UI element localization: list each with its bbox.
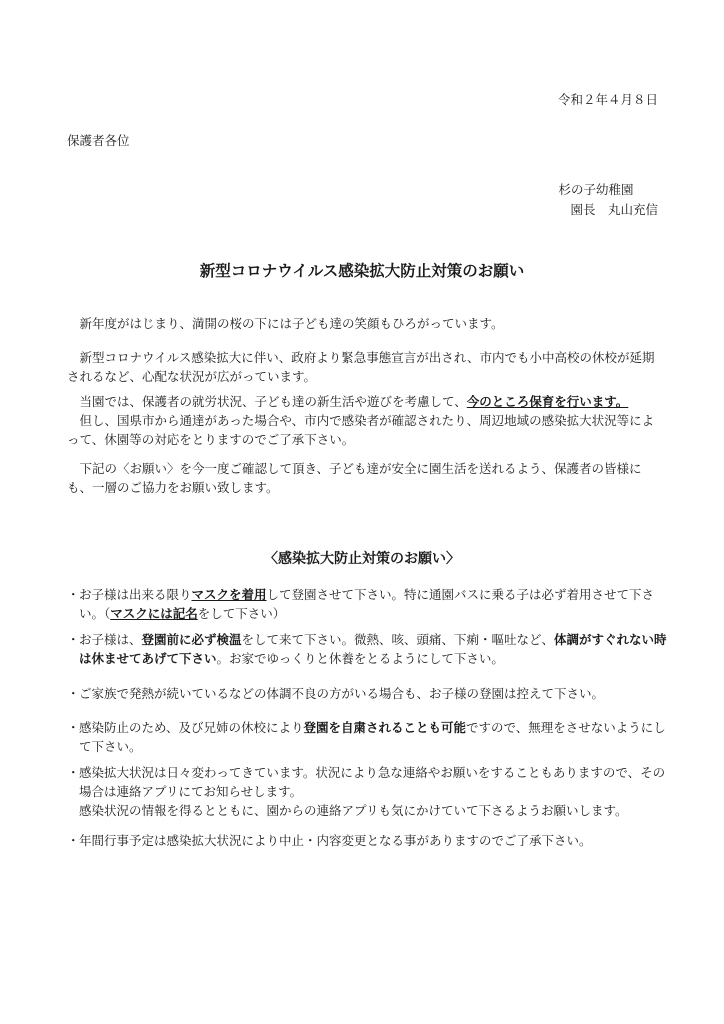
policy-highlight: 今のところ保育を行います。	[466, 394, 629, 409]
addressee: 保護者各位	[67, 133, 130, 148]
list-item	[67, 831, 671, 850]
list-item	[67, 684, 671, 703]
item-text: をして下さい）	[197, 606, 286, 621]
item-text: 感染状況の情報を得るとともに、園からの連絡アプリも気にかけていて下さるようお願いします。	[79, 803, 628, 818]
item-text: お子様は出来る限り	[79, 587, 192, 602]
item-emphasis: 体調がすぐれない時は休ませてあげて下さい	[79, 632, 667, 666]
item-emphasis: マスクを着用	[191, 587, 267, 602]
request-list-title: 〈感染拡大防止対策のお願い〉	[264, 551, 460, 567]
policy-exception: 但し、国県市から通達があった場合や、市内で感染者が確認されたり、周辺地域の感染拡大状況等によって、休園等の対応をとりますのでご了承下さい。	[67, 413, 655, 447]
bullet-mark: ・	[67, 765, 80, 780]
item-emphasis: 登園を自粛されることも可能	[303, 720, 467, 735]
item-text: ですので、無理をさせないようにして下さい。	[79, 720, 666, 754]
item-text: をして来て下さい。微熱、咳、頭痛、下痢・嘔吐など、	[241, 632, 555, 647]
issue-date: 令和２年４月８日	[557, 92, 658, 107]
item-text: 。お家でゆっくりと休養をとるようにして下さい。	[216, 651, 504, 666]
item-emphasis: マスクには記名	[110, 606, 198, 621]
item-text: ご家族で発熱が続いているなどの体調不良の方がいる場合も、お子様の登園は控えて下さい。	[79, 686, 605, 701]
bullet-mark: ・	[67, 720, 80, 735]
paragraph-policy	[67, 392, 659, 449]
list-item	[67, 630, 671, 668]
sender-principal: 園長 丸山充信	[570, 202, 658, 217]
sender-organization: 杉の子幼稚園	[558, 182, 634, 197]
sender-block	[558, 180, 658, 220]
paragraph-situation: 新型コロナウイルス感染拡大に伴い、政府より緊急事態宣言が出され、市内でも小中高校の休校が延期されるなど、心配な状況が広がっています。	[67, 350, 655, 384]
item-emphasis: 登園前に必ず検温	[141, 632, 242, 647]
bullet-mark: ・	[67, 632, 80, 647]
bullet-mark: ・	[67, 686, 80, 701]
document-title: 新型コロナウイルス感染拡大防止対策のお願い	[199, 262, 525, 280]
bullet-mark: ・	[67, 587, 80, 602]
policy-text: 当園では、保護者の就労状況、子ども達の新生活や遊びを考慮して、	[79, 394, 467, 409]
item-text: 感染防止のため、及び兄姉の休校により	[79, 720, 304, 735]
list-item	[67, 763, 671, 820]
item-text: 感染拡大状況は日々変わってきています。状況により急な連絡やお願いをすることもありますので、その場合は連絡アプリにてお知らせします。	[79, 765, 666, 799]
bullet-mark: ・	[67, 833, 80, 848]
list-item	[67, 585, 671, 623]
paragraph-request: 下記の〈お願い〉を今一度ご確認して頂き、子ども達が安全に園生活を送れるよう、保護者の皆様にも、一層のご協力をお願い致します。	[67, 461, 642, 495]
item-text: して登園させて下さい。特に通園バスに乗る子は必ず着用させて下さい。（	[79, 587, 655, 621]
item-text: お子様は、	[79, 632, 142, 647]
list-item	[67, 718, 671, 756]
paragraph-greeting: 新年度がはじまり、満開の桜の下には子ども達の笑顔もひろがっています。	[79, 316, 504, 331]
item-text: 年間行事予定は感染拡大状況により中止・内容変更となる事がありますのでご了承下さい。	[79, 833, 592, 848]
